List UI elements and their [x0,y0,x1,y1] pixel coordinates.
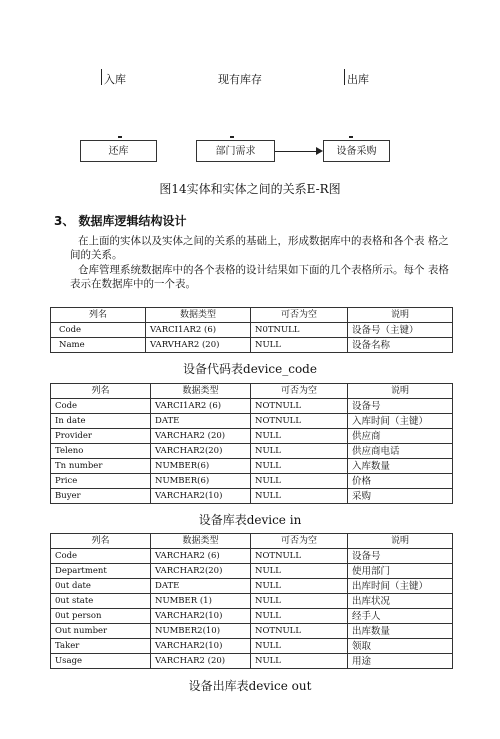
paragraph-1: 在上面的实体以及实体之间的关系的基础上，形成数据库中的表格和各个表 格之间的关系。 [70,235,449,261]
cell-column-name: Buyer [51,489,151,504]
header-data-type: 数据类型 [151,534,251,549]
table2-caption: 设备库表device in [198,513,302,527]
cell-column-name: Usage [51,654,151,669]
cell-column-name: 0ut person [51,609,151,624]
cell-data-type: DATE [151,414,251,429]
cell-nullable: NULL [251,639,348,654]
cell-nullable: NOTNULL [251,549,348,564]
cell-column-name: Tn number [51,459,151,474]
cell-nullable: NULL [251,489,348,504]
cell-nullable: NULL [251,338,348,353]
cell-description: 设备名称 [348,338,453,353]
table-row [51,624,453,639]
table-row [51,444,453,459]
cell-column-name: In date [51,414,151,429]
cell-data-type: VARCHAR2(10) [151,489,251,504]
er-tick-left [118,136,122,138]
table1-caption: 设备代码表device_code [183,362,317,376]
header-data-type: 数据类型 [146,308,251,323]
figure-caption: 图14实体和实体之间的关系E-R图 [159,182,341,196]
cell-data-type: VARCHAR2(10) [151,609,251,624]
er-label-in-stock: 入库 [104,73,126,86]
er-box-dept-demand: 部门需求 [196,140,275,162]
table-row [51,429,453,444]
header-nullable: 可否为空 [251,308,348,323]
er-arrow-head [316,147,323,155]
cell-description: 入库数量 [348,459,453,474]
cell-nullable: NULL [251,654,348,669]
cell-description: 用途 [348,654,453,669]
table-row [51,594,453,609]
cell-description: 供应商 [348,429,453,444]
cell-nullable: NULL [251,444,348,459]
er-label-out-stock: 出库 [347,73,369,86]
table-header-row [51,308,453,323]
header-description: 说明 [348,384,453,399]
header-nullable: 可否为空 [251,384,348,399]
cell-data-type: VARCHAR2(10) [151,639,251,654]
table-row [51,323,453,338]
header-column-name: 列名 [51,308,146,323]
cell-description: 使用部门 [348,564,453,579]
table-row [51,564,453,579]
er-tick-middle [230,136,234,138]
cell-column-name: Code [51,399,151,414]
cell-column-name: Price [51,474,151,489]
table-row [51,489,453,504]
cell-data-type: VARCI1AR2 (6) [151,399,251,414]
cell-nullable: NULL [251,594,348,609]
er-label-current-stock: 现有库存 [218,73,262,86]
cell-data-type: VARCHAR2 (20) [151,654,251,669]
cell-column-name: Name [51,338,146,353]
cell-data-type: VARCHAR2(20) [151,444,251,459]
header-nullable: 可否为空 [251,534,348,549]
cell-description: 出库时间（主键） [348,579,453,594]
table-device-in [50,383,453,504]
header-description: 说明 [348,534,453,549]
cell-description: 入库时间（主键） [348,414,453,429]
cell-description: 价格 [348,474,453,489]
cell-column-name: Taker [51,639,151,654]
cell-description: 设备号 [348,399,453,414]
cell-column-name: Department [51,564,151,579]
paragraph-2: 仓库管理系统数据库中的各个表格的设计结果如下面的几个表格所示。每个 表格表示在数据库中的一个表。 [70,264,449,290]
table-device-code [50,307,453,353]
table-row [51,549,453,564]
er-box-purchase: 设备采购 [323,140,390,162]
cell-column-name: Out number [51,624,151,639]
cell-data-type: VARCHAR2(20) [151,564,251,579]
cell-nullable: NULL [251,459,348,474]
header-column-name: 列名 [51,384,151,399]
table-row [51,654,453,669]
cell-description: 设备号 [348,549,453,564]
cell-description: 出库数量 [348,624,453,639]
cell-data-type: NUMBER2(10) [151,624,251,639]
cell-description: 出库状况 [348,594,453,609]
cell-data-type: NUMBER (1) [151,594,251,609]
er-bracket-left [101,69,102,85]
cell-nullable: NULL [251,579,348,594]
cell-nullable: NOTNULL [251,414,348,429]
cell-column-name: 0ut date [51,579,151,594]
cell-nullable: NULL [251,429,348,444]
header-description: 说明 [348,308,453,323]
table-row [51,609,453,624]
table-row [51,399,453,414]
cell-nullable: NULL [251,609,348,624]
cell-description: 供应商电话 [348,444,453,459]
cell-data-type: VARCHAR2 (6) [151,549,251,564]
cell-description: 经手人 [348,609,453,624]
header-column-name: 列名 [51,534,151,549]
table-header-row [51,534,453,549]
cell-data-type: NUMBER(6) [151,459,251,474]
table-row [51,459,453,474]
cell-column-name: Code [51,549,151,564]
er-tick-right [349,136,353,138]
cell-description: 领取 [348,639,453,654]
table-device-out [50,533,453,669]
cell-nullable: NULL [251,474,348,489]
cell-data-type: DATE [151,579,251,594]
cell-data-type: VARCHAR2 (20) [151,429,251,444]
cell-nullable: NOTNULL [251,624,348,639]
table-row [51,474,453,489]
cell-column-name: Teleno [51,444,151,459]
er-box-return: 还库 [80,140,157,162]
table-row [51,338,453,353]
cell-data-type: VARVHAR2 (20) [146,338,251,353]
cell-column-name: Code [51,323,146,338]
cell-data-type: NUMBER(6) [151,474,251,489]
table-header-row [51,384,453,399]
cell-nullable: N0TNULL [251,323,348,338]
header-data-type: 数据类型 [151,384,251,399]
cell-nullable: NOTNULL [251,399,348,414]
cell-data-type: VARCI1AR2 (6) [146,323,251,338]
cell-description: 采购 [348,489,453,504]
cell-column-name: Provider [51,429,151,444]
table-row [51,579,453,594]
cell-nullable: NULL [251,564,348,579]
table3-caption: 设备出库表device out [188,679,312,693]
cell-description: 设备号（主键） [348,323,453,338]
table-row [51,414,453,429]
table-row [51,639,453,654]
section-heading: 3、 数据库逻辑结构设计 [54,214,187,228]
er-arrow-line [275,151,317,152]
cell-column-name: 0ut state [51,594,151,609]
er-bracket-right [344,69,345,85]
